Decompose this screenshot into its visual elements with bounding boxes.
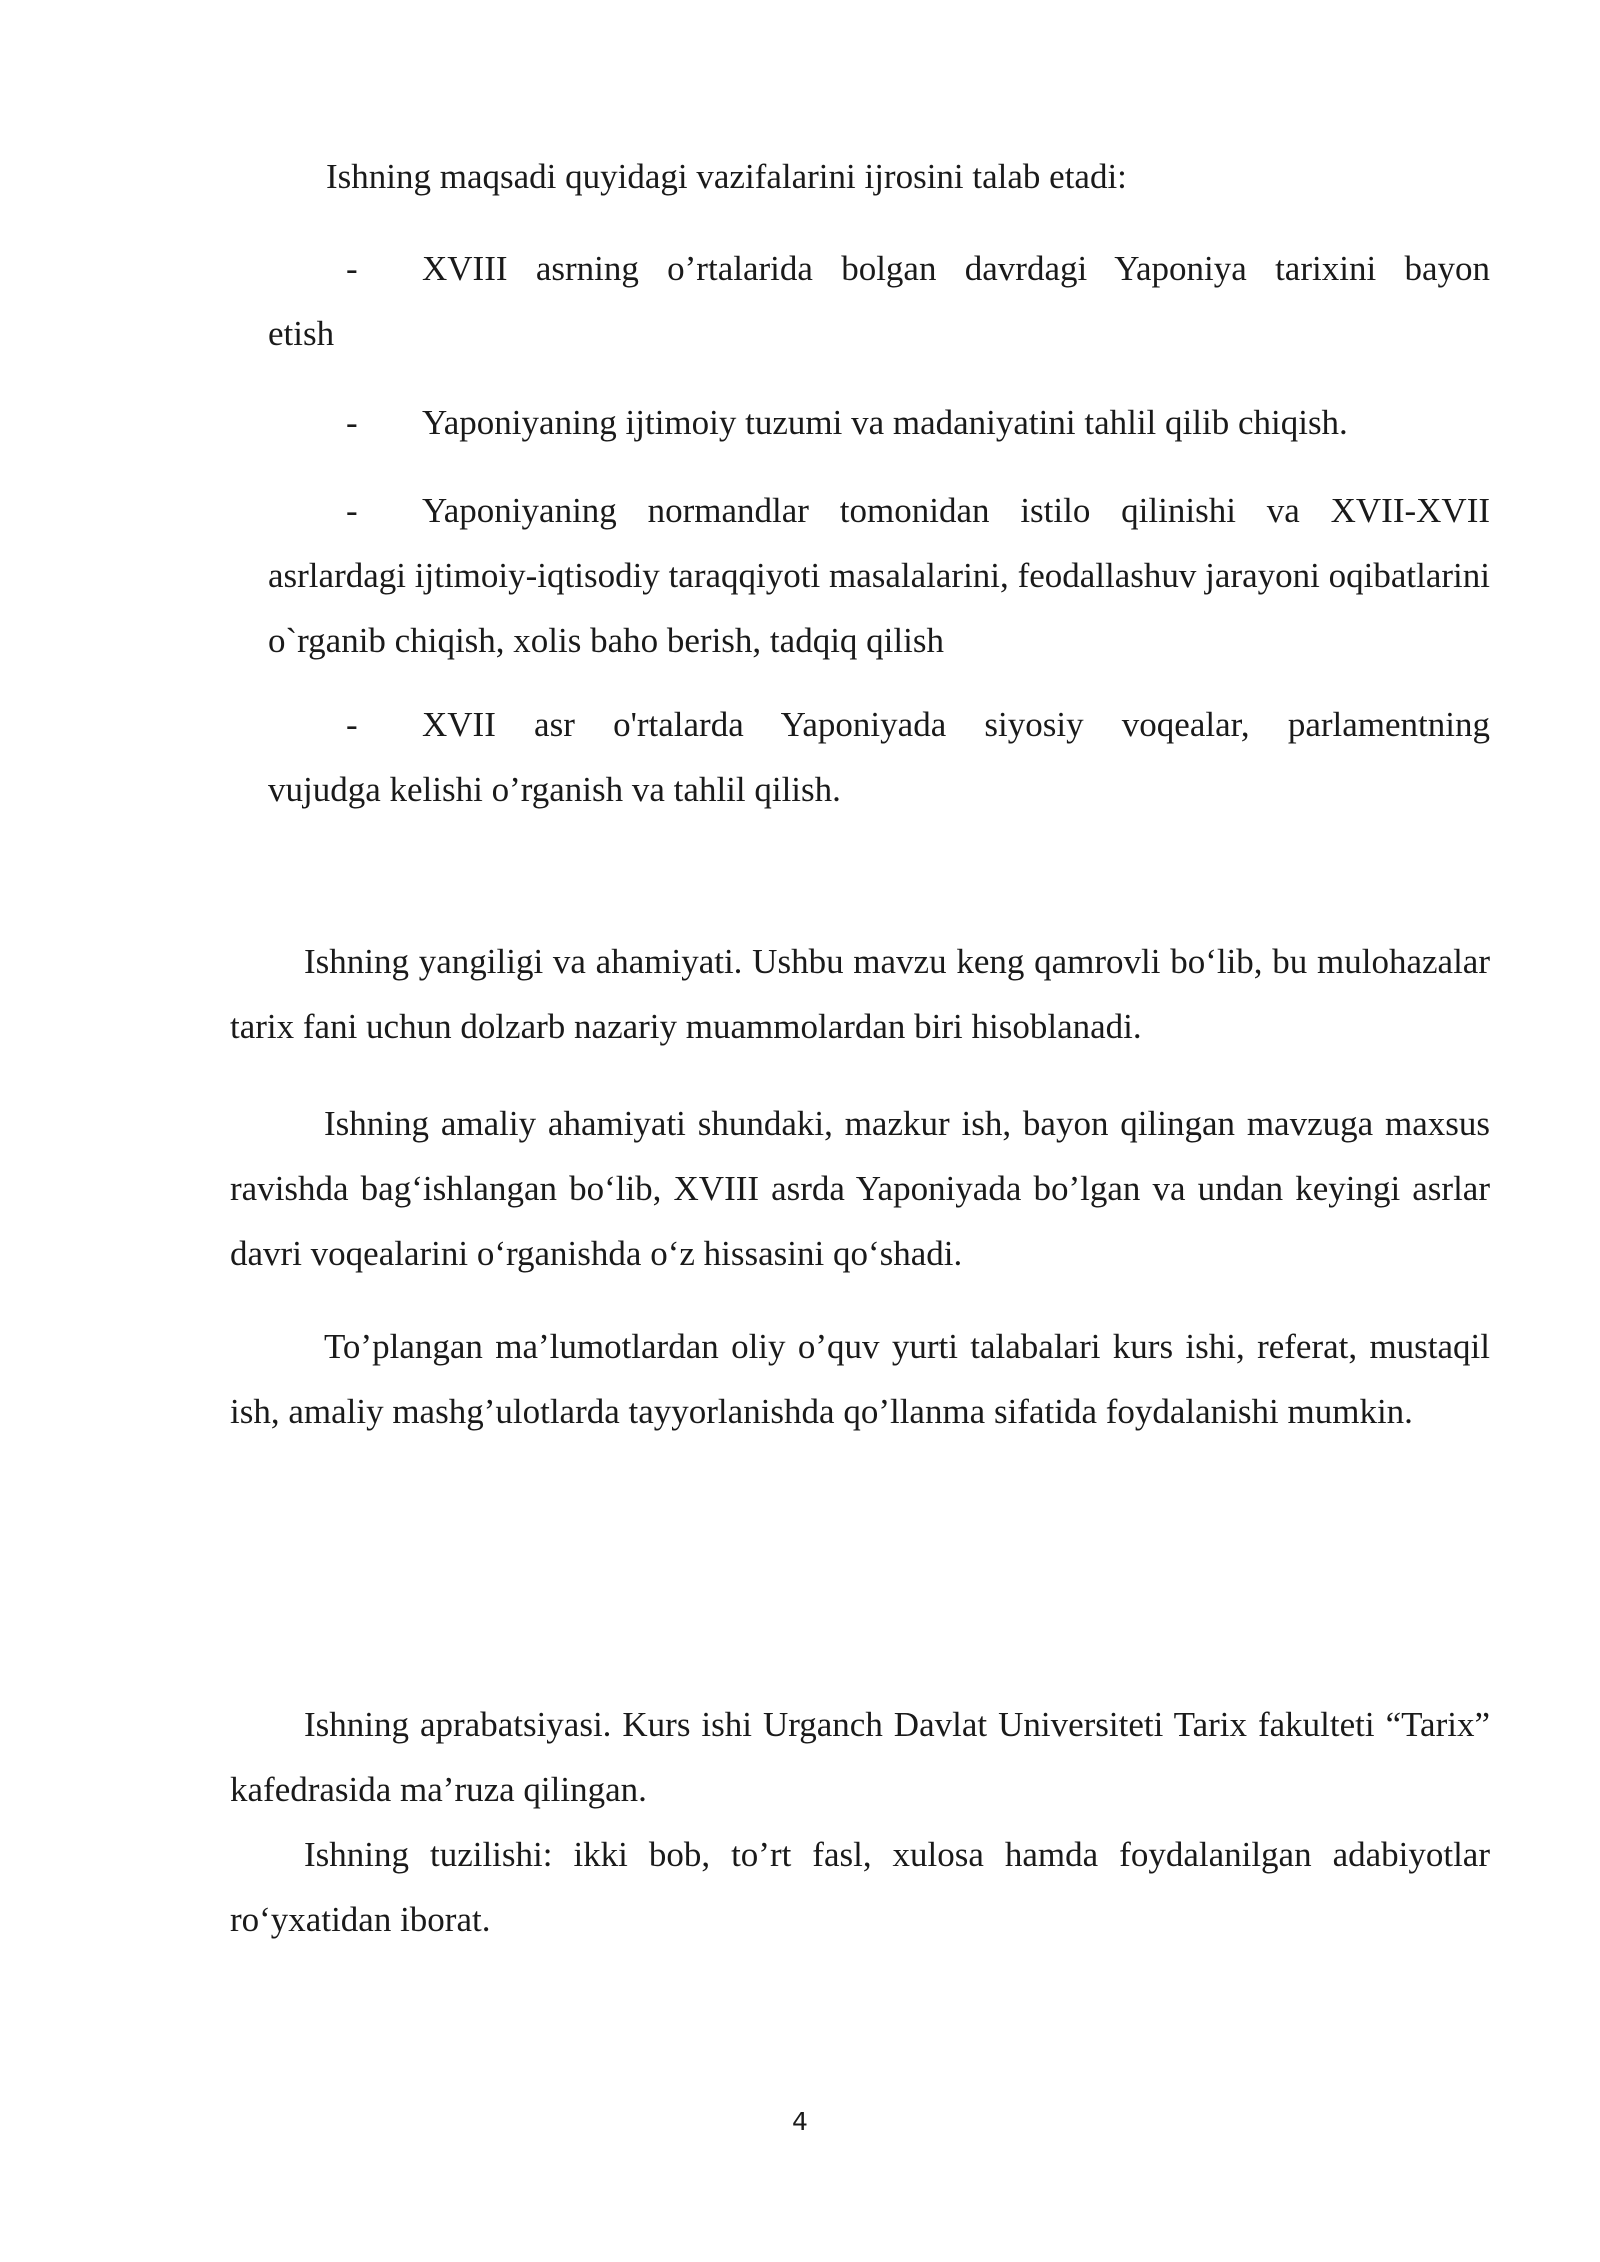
novelty-paragraph: Ishning yangiligi va ahamiyati. Ushbu mavzu keng qamrovli bo‘lib, bu mulohazalar tarix fani uchun dolzarb nazariy muammolardan biri hisoblanadi.: [230, 942, 1490, 1046]
task-item-4-first-line: XVII asr o'rtalarda Yaponiyada siyosiy voqealar, parlamentning: [422, 705, 1490, 744]
task-item-3-continuation: asrlardagi ijtimoiy-iqtisodiy taraqqiyoti masalalarini, feodallashuv jarayoni oqibatlarini o`rganib chiqish, xolis baho berish, tadqiq qilish: [268, 556, 1490, 660]
page-number: 4: [792, 2107, 808, 2136]
bullet-dash: -: [346, 403, 358, 442]
approbation-paragraph: Ishning aprabatsiyasi. Kurs ishi Urganch Davlat Universiteti Tarix fakulteti “Tarix” kafedrasida ma’ruza qilingan.: [230, 1705, 1490, 1809]
structure-paragraph: Ishning tuzilishi: ikki bob, to’rt fasl, xulosa hamda foydalanilgan adabiyotlar ro‘yxatidan iborat.: [230, 1835, 1490, 1939]
task-item-3: [268, 478, 1490, 673]
task-item-3-first-line: Yaponiyaning normandlar tomonidan istilo qilinishi va XVII-XVII: [422, 491, 1490, 530]
task-item-4-continuation: vujudga kelishi o’rganish va tahlil qilish.: [268, 770, 841, 809]
task-item-4: [268, 692, 1490, 822]
practical-paragraph: Ishning amaliy ahamiyati shundaki, mazkur ish, bayon qilingan mavzuga maxsus ravishda bag‘ishlangan bo‘lib, XVIII asrda Yaponiyada bo’lgan va undan keyingi asrlar davri voqealarini o‘rganishda o‘z hissasini qo‘shadi.: [230, 1104, 1490, 1273]
bullet-dash: -: [346, 705, 358, 744]
task-item-1-continuation: etish: [268, 314, 335, 353]
intro-paragraph: Ishning maqsadi quyidagi vazifalarini ijrosini talab etadi:: [326, 157, 1127, 196]
usage-paragraph: To’plangan ma’lumotlardan oliy o’quv yurti talabalari kurs ishi, referat, mustaqil ish, amaliy mashg’ulotlarda tayyorlanishda qo’llanma sifatida foydalanishi mumkin.: [230, 1327, 1490, 1431]
task-item-1-first-line: XVIII asrning o’rtalarida bolgan davrdagi Yaponiya tarixini bayon: [422, 249, 1490, 288]
bullet-dash: -: [346, 249, 358, 288]
task-item-1: [268, 236, 1490, 366]
task-item-2-first-line: Yaponiyaning ijtimoiy tuzumi va madaniyatini tahlil qilib chiqish.: [422, 403, 1348, 442]
bullet-dash: -: [346, 491, 358, 530]
task-item-2: [268, 390, 1490, 455]
